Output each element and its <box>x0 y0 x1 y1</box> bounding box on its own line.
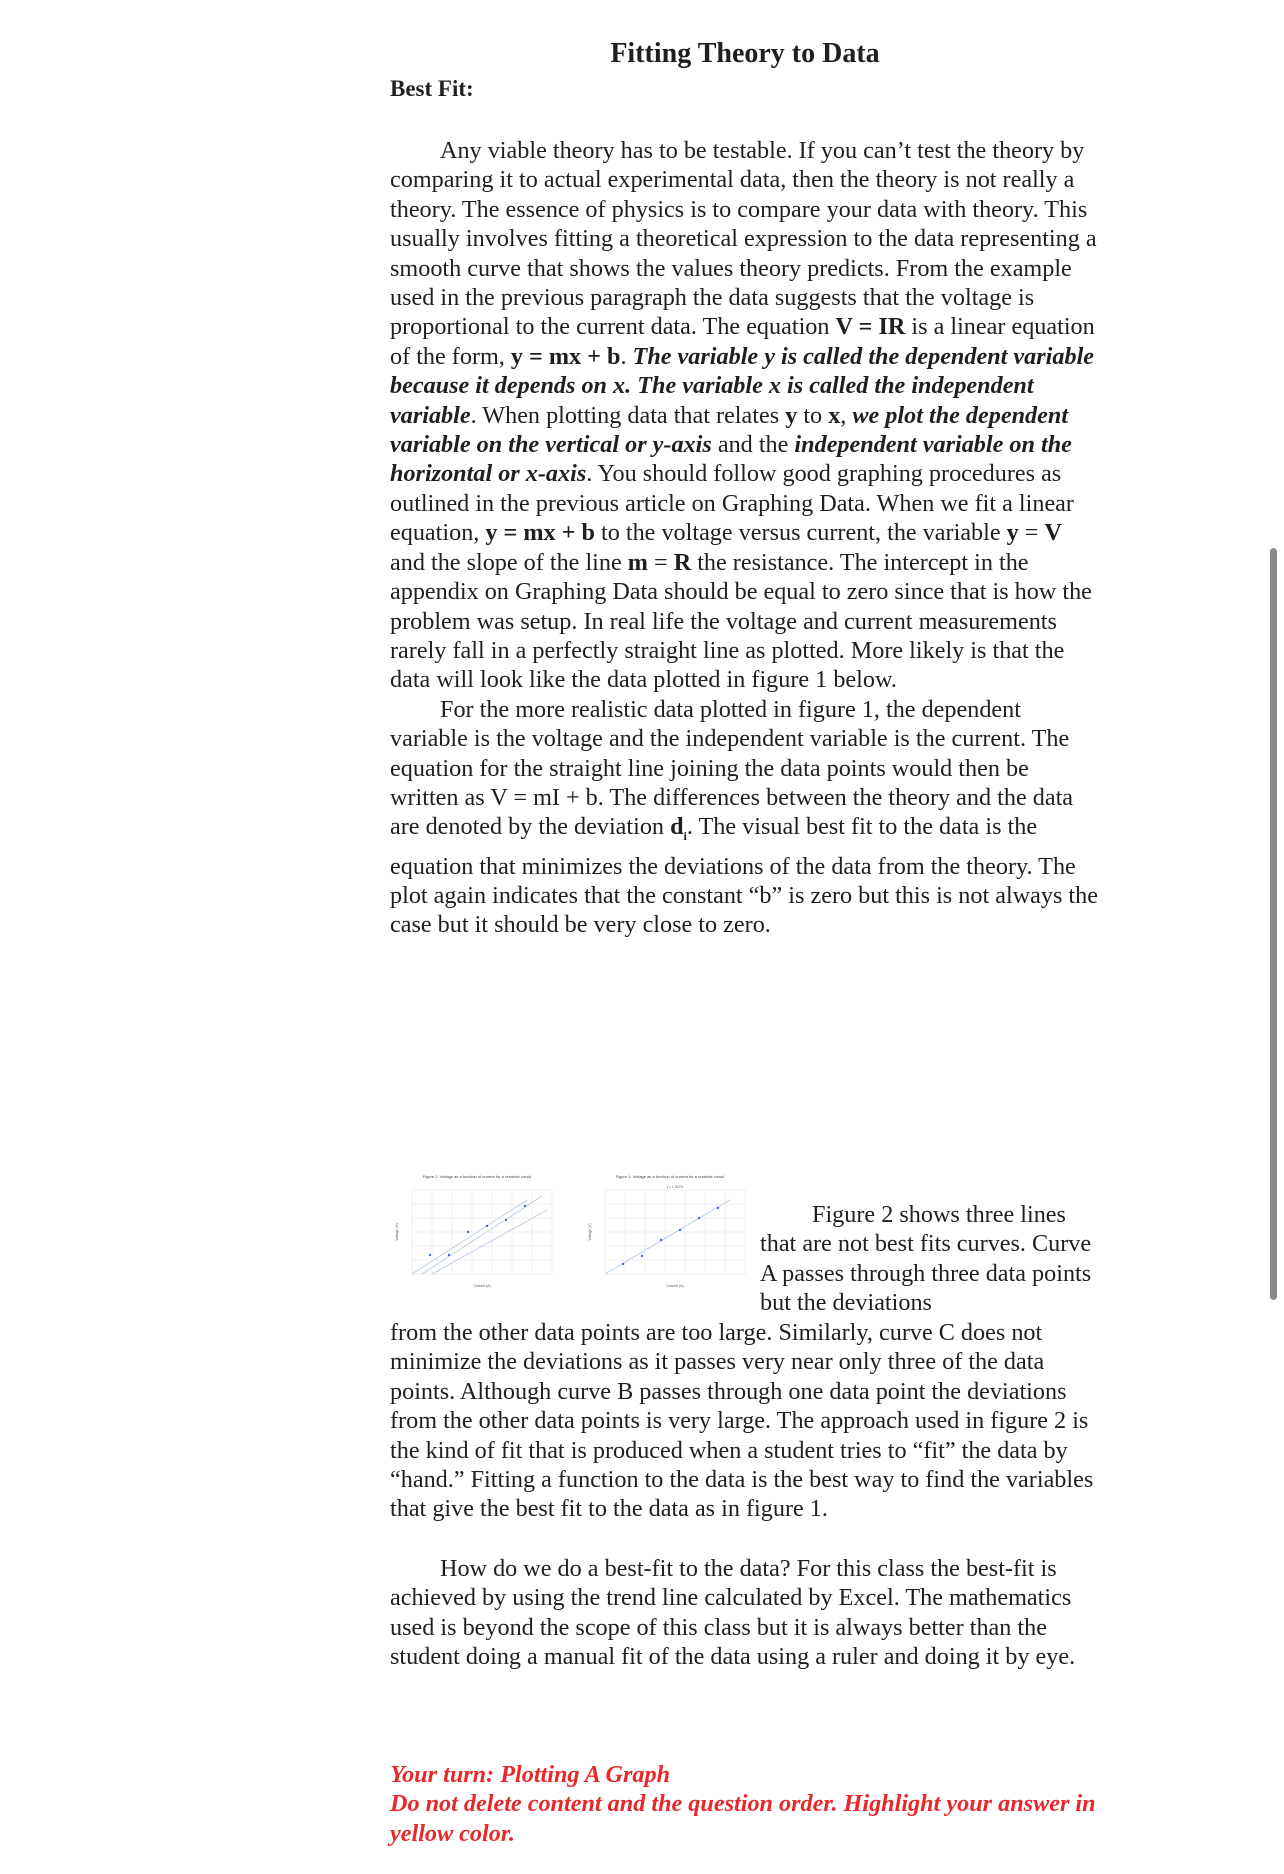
your-turn-section <box>390 1760 1102 1848</box>
paragraph-1-segment: the resistance. The intercept in the appendix on Graphing Data should be equal to zero since that is how the problem was setup. In real life the voltage and current measurements rarely fall in a perfectly straight line as plotted. More likely is that the data will look like the data plotted in figure 1 below. <box>390 548 1092 694</box>
paragraph-1-segment: = <box>1018 519 1045 547</box>
paragraph-1-segment: . <box>620 342 633 370</box>
figure-2-line-c <box>432 1210 547 1274</box>
figure-2-caption: Figure 2. Voltage as a function of current for a resistive circuit <box>422 1174 532 1179</box>
paragraph-1-segment: y = mx + b <box>510 342 621 370</box>
figure-2-xlabel: Current (A) <box>473 1284 491 1288</box>
paragraph-3-rest <box>390 1318 1102 1524</box>
paragraph-2-text-a: For the more realistic data plotted in figure 1, the dependent variable is the voltage and the independent variable is the current. The equation for the straight line joining the data points would then be written as V = mI + b. The differences between the theory and the data are denoted by the deviation <box>390 695 1074 841</box>
paragraph-1-segment: y = mx + b <box>485 519 595 547</box>
paragraph-1-segment: Any viable theory has to be testable. If you can’t test the theory by comparing it to actual experimental data, then the theory is not really a theory. The essence of physics is to compare your data with theory. This usually involves fitting a theoretical expression to the data representing a smooth curve that shows the values theory predicts. From the example used in the previous paragraph the data suggests that the voltage is proportional to the current data. The equation <box>390 137 1097 341</box>
paragraph-2-text-b: . The visual best fit to the data is the equation that minimizes the deviations of the data from the theory. The plot again indicates that the constant “b” is zero but this is not always the case but it should be very close to zero. <box>390 813 1098 939</box>
figure-1-chart <box>585 1170 755 1290</box>
paragraph-1-segment: and the slope of the line <box>390 548 628 576</box>
paragraph-1-segment: , <box>840 401 853 429</box>
paragraph-1-segment: to the voltage versus current, the variable <box>594 519 1007 547</box>
paragraph-1-segment: x <box>828 401 841 429</box>
paragraph-1-segment: y <box>1006 519 1019 547</box>
paragraph-1-segment: independent variable on the horizontal or x-axis <box>390 431 1072 488</box>
figure-1-points <box>622 1207 719 1265</box>
figure-1-trend-line <box>605 1200 730 1274</box>
paragraph-1-segment: and the <box>711 431 795 459</box>
figure-2-line-a <box>412 1200 527 1274</box>
figure-2-grid <box>412 1190 552 1274</box>
paragraph-1-segment: . When plotting data that relates <box>470 401 786 429</box>
figure-1-fit-label: y = 1.2027x <box>666 1185 684 1189</box>
your-turn-instructions: Do not delete content and the question order. Highlight your answer in yellow color. <box>390 1790 1096 1847</box>
paragraph-4 <box>390 1554 1102 1672</box>
paragraph-3-wrapped <box>760 1200 1105 1318</box>
figure-2-chart <box>392 1170 562 1290</box>
paragraph-1-segment: m <box>627 548 648 576</box>
vertical-scrollbar[interactable] <box>1270 548 1277 1300</box>
paragraph-1-segment: to <box>797 401 829 429</box>
page-title: Fitting Theory to Data <box>610 38 880 69</box>
paragraph-1 <box>390 136 1102 695</box>
deviation-subscript: i <box>683 829 687 844</box>
paragraph-1-segment: V <box>1044 519 1062 547</box>
paragraph-1-segment: = <box>647 548 674 576</box>
figure-1-caption: Figure 1. Voltage as a function of current for a resistive circuit <box>615 1174 725 1179</box>
paragraph-3-rest-text: from the other data points are too large. Similarly, curve C does not minimize the deviations as it passes very near only three of the data points. Although curve B passes through one data point the deviations from the other data points is very large. The approach used in figure 2 is the kind of fit that is produced when a student tries to “fit” the data by “hand.” Fitting a function to the data is the best way to find the variables that give the best fit to the data as in figure 1. <box>390 1319 1094 1523</box>
paragraph-1-segment: R <box>673 548 692 576</box>
your-turn-title: Your turn: Plotting A Graph <box>390 1761 671 1788</box>
figure-1-xlabel: Current (A) <box>666 1284 684 1288</box>
figure-2-ylabel: Voltage (V) <box>395 1223 399 1241</box>
paragraph-3-wrapped-text: Figure 2 shows three lines that are not best fits curves. Curve A passes through three data points but the deviations <box>760 1201 1092 1317</box>
paragraph-1-segment: The variable y is called the dependent variable because it depends on x. The variable x is called the independent variable <box>390 342 1095 429</box>
paragraph-1-segment: V = IR <box>835 313 906 341</box>
deviation-symbol: d <box>670 813 684 841</box>
paragraph-4-text: How do we do a best-fit to the data? For this class the best-fit is achieved by using the trend line calculated by Excel. The mathematics used is beyond the scope of this class but it is always better than the student doing a manual fit of the data using a ruler and doing it by eye. <box>390 1555 1076 1671</box>
section-heading: Best Fit: <box>390 76 474 101</box>
body-text <box>390 136 1102 940</box>
figure-2-line-b <box>422 1196 542 1274</box>
paragraph-2 <box>390 695 1102 940</box>
paragraph-1-segment: y <box>785 401 798 429</box>
paragraph-1-segment: is a linear equation of the form, <box>390 313 1095 370</box>
figure-1-ylabel: Voltage (V) <box>588 1223 592 1241</box>
paragraph-1-segment: we plot the dependent variable on the vertical or y-axis <box>390 401 1069 459</box>
paragraph-1-segment: . You should follow good graphing procedures as outlined in the previous article on Graphing Data. When we fit a linear equation, <box>390 460 1074 547</box>
